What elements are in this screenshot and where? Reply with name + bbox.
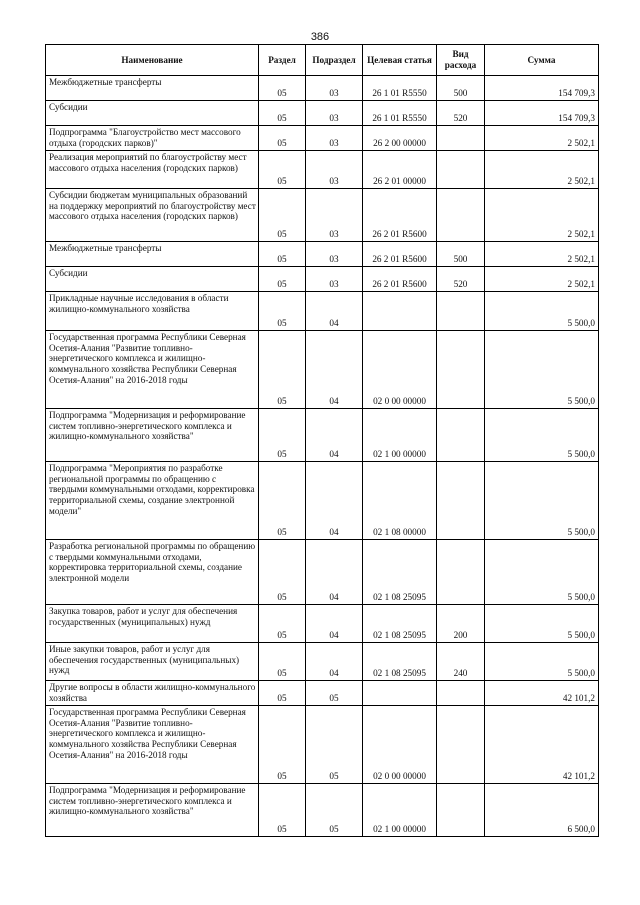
- cell-statya: 26 1 01 R5550: [363, 76, 437, 101]
- cell-statya: 26 2 01 R5600: [363, 189, 437, 242]
- cell-razdel: 05: [259, 242, 306, 267]
- table-row: [46, 331, 599, 409]
- cell-sum: 154 709,3: [485, 101, 599, 126]
- cell-sum: 42 101,2: [485, 706, 599, 784]
- budget-table: [45, 44, 599, 837]
- table-row: [46, 151, 599, 189]
- cell-statya: 02 1 08 00000: [363, 462, 437, 540]
- cell-sum: 5 500,0: [485, 331, 599, 409]
- cell-statya: 02 1 08 25095: [363, 643, 437, 681]
- cell-sum: 5 500,0: [485, 292, 599, 331]
- cell-podrazdel: 04: [306, 292, 363, 331]
- cell-podrazdel: 05: [306, 706, 363, 784]
- cell-podrazdel: 03: [306, 267, 363, 292]
- cell-name: Межбюджетные трансферты: [46, 242, 259, 267]
- cell-podrazdel: 04: [306, 331, 363, 409]
- cell-vid: [437, 189, 485, 242]
- cell-vid: [437, 409, 485, 462]
- cell-razdel: 05: [259, 292, 306, 331]
- table-row: [46, 76, 599, 101]
- table-row: [46, 126, 599, 151]
- cell-vid: [437, 706, 485, 784]
- cell-vid: 500: [437, 76, 485, 101]
- cell-name: Прикладные научные исследования в области жилищно-коммунального хозяйства: [46, 292, 259, 331]
- cell-name: Субсидии бюджетам муниципальных образований на поддержку мероприятий по благоустройству мест массового отдыха населения (городских парков): [46, 189, 259, 242]
- cell-statya: 02 0 00 00000: [363, 706, 437, 784]
- cell-razdel: 05: [259, 643, 306, 681]
- cell-razdel: 05: [259, 267, 306, 292]
- cell-podrazdel: 03: [306, 242, 363, 267]
- cell-sum: 5 500,0: [485, 462, 599, 540]
- cell-vid: 500: [437, 242, 485, 267]
- cell-razdel: 05: [259, 331, 306, 409]
- cell-vid: [437, 540, 485, 605]
- cell-podrazdel: 04: [306, 409, 363, 462]
- table-row: [46, 784, 599, 837]
- header-statya: Целевая статья: [363, 45, 437, 76]
- table-row: [46, 605, 599, 643]
- cell-podrazdel: 05: [306, 681, 363, 706]
- cell-statya: [363, 681, 437, 706]
- cell-sum: 2 502,1: [485, 126, 599, 151]
- cell-sum: 5 500,0: [485, 643, 599, 681]
- cell-razdel: 05: [259, 605, 306, 643]
- cell-razdel: 05: [259, 101, 306, 126]
- cell-name: Другие вопросы в области жилищно-коммунального хозяйства: [46, 681, 259, 706]
- table-row: [46, 242, 599, 267]
- cell-razdel: 05: [259, 540, 306, 605]
- cell-sum: 5 500,0: [485, 540, 599, 605]
- cell-razdel: 05: [259, 784, 306, 837]
- table-row: [46, 101, 599, 126]
- cell-name: Подпрограмма "Мероприятия по разработке региональной программы по обращению с твердыми коммунальными отходами, корректировка территориальной схемы, создание электронной модели": [46, 462, 259, 540]
- cell-name: Разработка региональной программы по обращению с твердыми коммунальными отходами, корректировка территориальной схемы, создание электронной модели: [46, 540, 259, 605]
- cell-razdel: 05: [259, 681, 306, 706]
- table-row: [46, 540, 599, 605]
- cell-statya: 02 1 08 25095: [363, 605, 437, 643]
- cell-statya: [363, 292, 437, 331]
- cell-statya: 26 2 00 00000: [363, 126, 437, 151]
- cell-name: Подпрограмма "Модернизация и реформирование систем топливно-энергетического комплекса и жилищно-коммунального хозяйства": [46, 784, 259, 837]
- cell-podrazdel: 04: [306, 540, 363, 605]
- header-name: Наименование: [46, 45, 259, 76]
- cell-statya: 02 1 00 00000: [363, 409, 437, 462]
- cell-vid: [437, 292, 485, 331]
- page-number: 386: [310, 31, 330, 43]
- cell-razdel: 05: [259, 76, 306, 101]
- table-row: [46, 292, 599, 331]
- table-row: [46, 267, 599, 292]
- table-header-row: [46, 45, 599, 76]
- cell-name: Иные закупки товаров, работ и услуг для обеспечения государственных (муниципальных) нужд: [46, 643, 259, 681]
- cell-podrazdel: 04: [306, 605, 363, 643]
- cell-vid: [437, 151, 485, 189]
- cell-podrazdel: 03: [306, 151, 363, 189]
- cell-razdel: 05: [259, 189, 306, 242]
- cell-name: Государственная программа Республики Северная Осетия-Алания "Развитие топливно-энергетического комплекса и жилищно-коммунального хозяйства Республики Северная Осетия-Алания" на 2016-2018 годы: [46, 331, 259, 409]
- cell-sum: 2 502,1: [485, 189, 599, 242]
- cell-name: Реализация мероприятий по благоустройству мест массового отдыха населения (городских парков): [46, 151, 259, 189]
- cell-name: Межбюджетные трансферты: [46, 76, 259, 101]
- cell-name: Закупка товаров, работ и услуг для обеспечения государственных (муниципальных) нужд: [46, 605, 259, 643]
- header-vid: Вид расхода: [437, 45, 485, 76]
- cell-razdel: 05: [259, 462, 306, 540]
- cell-statya: 02 0 00 00000: [363, 331, 437, 409]
- cell-podrazdel: 03: [306, 101, 363, 126]
- cell-vid: [437, 126, 485, 151]
- cell-sum: 2 502,1: [485, 151, 599, 189]
- cell-vid: 520: [437, 267, 485, 292]
- cell-vid: [437, 462, 485, 540]
- cell-sum: 2 502,1: [485, 267, 599, 292]
- cell-statya: 26 1 01 R5550: [363, 101, 437, 126]
- table-row: [46, 706, 599, 784]
- cell-sum: 2 502,1: [485, 242, 599, 267]
- cell-statya: 26 2 01 00000: [363, 151, 437, 189]
- cell-vid: 520: [437, 101, 485, 126]
- cell-podrazdel: 03: [306, 126, 363, 151]
- cell-vid: 240: [437, 643, 485, 681]
- cell-statya: 02 1 00 00000: [363, 784, 437, 837]
- table-row: [46, 409, 599, 462]
- cell-podrazdel: 04: [306, 643, 363, 681]
- cell-vid: [437, 681, 485, 706]
- cell-vid: 200: [437, 605, 485, 643]
- cell-sum: 42 101,2: [485, 681, 599, 706]
- table-row: [46, 189, 599, 242]
- cell-razdel: 05: [259, 151, 306, 189]
- cell-statya: 26 2 01 R5600: [363, 242, 437, 267]
- header-razdel: Раздел: [259, 45, 306, 76]
- cell-podrazdel: 04: [306, 462, 363, 540]
- table-body: [46, 76, 599, 837]
- table-row: [46, 643, 599, 681]
- cell-name: Подпрограмма "Модернизация и реформирование систем топливно-энергетического комплекса и жилищно-коммунального хозяйства": [46, 409, 259, 462]
- cell-name: Субсидии: [46, 267, 259, 292]
- cell-sum: 154 709,3: [485, 76, 599, 101]
- cell-statya: 02 1 08 25095: [363, 540, 437, 605]
- cell-podrazdel: 05: [306, 784, 363, 837]
- cell-name: Субсидии: [46, 101, 259, 126]
- cell-statya: 26 2 01 R5600: [363, 267, 437, 292]
- cell-razdel: 05: [259, 409, 306, 462]
- header-sum: Сумма: [485, 45, 599, 76]
- cell-vid: [437, 331, 485, 409]
- cell-name: Подпрограмма "Благоустройство мест массового отдыха (городских парков)": [46, 126, 259, 151]
- table-row: [46, 462, 599, 540]
- header-podrazdel: Подраздел: [306, 45, 363, 76]
- cell-vid: [437, 784, 485, 837]
- cell-sum: 5 500,0: [485, 605, 599, 643]
- table-row: [46, 681, 599, 706]
- cell-podrazdel: 03: [306, 189, 363, 242]
- cell-razdel: 05: [259, 706, 306, 784]
- cell-sum: 6 500,0: [485, 784, 599, 837]
- cell-sum: 5 500,0: [485, 409, 599, 462]
- cell-razdel: 05: [259, 126, 306, 151]
- cell-name: Государственная программа Республики Северная Осетия-Алания "Развитие топливно-энергетического комплекса и жилищно-коммунального хозяйства Республики Северная Осетия-Алания" на 2016-2018 годы: [46, 706, 259, 784]
- cell-podrazdel: 03: [306, 76, 363, 101]
